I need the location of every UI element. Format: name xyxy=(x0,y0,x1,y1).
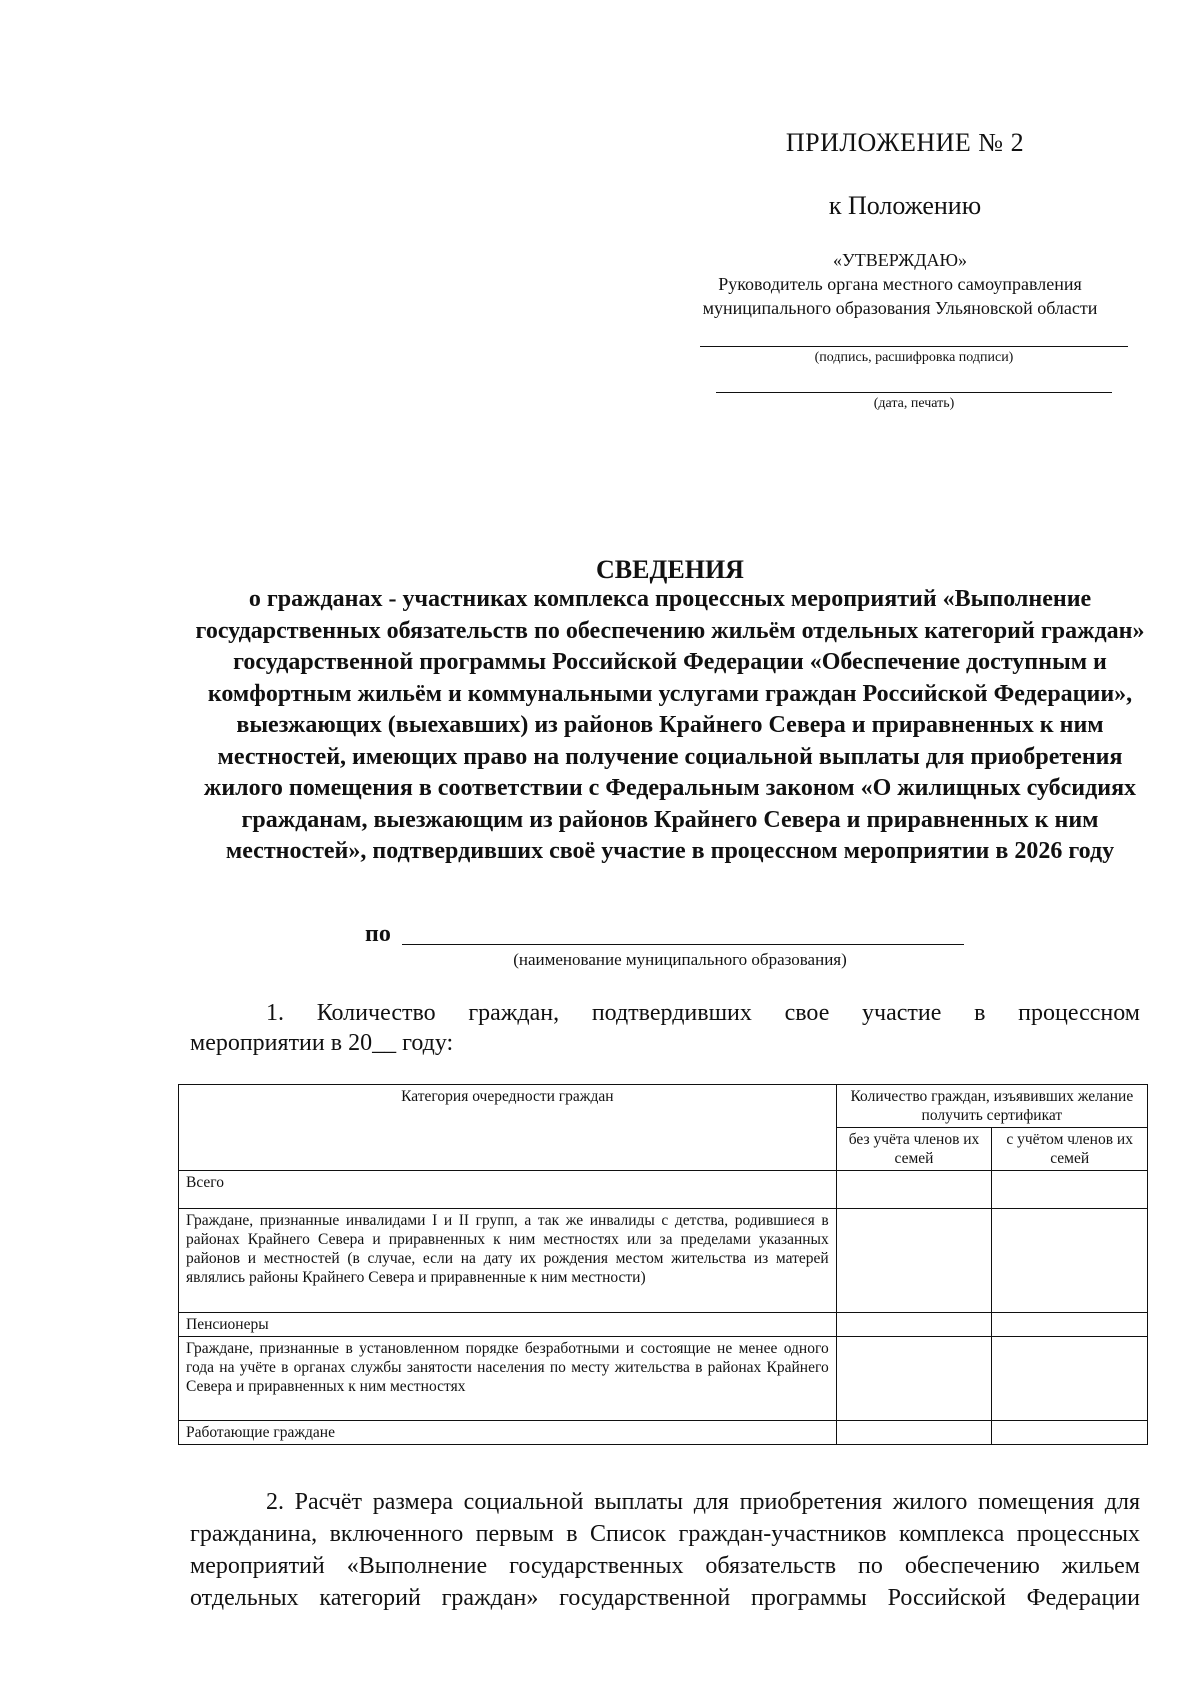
row-value-without-family[interactable] xyxy=(836,1209,992,1313)
approval-stamp-label: «УТВЕРЖДАЮ» xyxy=(832,250,968,270)
header-count: Количество граждан, изъявивших желание получить сертификат xyxy=(836,1085,1147,1128)
appendix-reference: к Положению xyxy=(828,191,982,220)
header-with-family: с учётом членов их семей xyxy=(992,1128,1148,1171)
row-value-without-family[interactable] xyxy=(836,1421,992,1445)
row-value-with-family[interactable] xyxy=(992,1209,1148,1313)
row-category-cell: Работающие граждане xyxy=(179,1421,837,1445)
paragraph-2-text: 2. Расчёт размера социальной выплаты для приобретения жилого помещения для гражданина, включенного первым в Список граждан-участников комплекса процессных мероприятий «Выполнение государственных обязательств по обеспечению жильем отдельных категорий граждан» государственной программы Российской Федерации xyxy=(190,1489,1140,1611)
row-value-without-family[interactable] xyxy=(836,1171,992,1209)
row-category-cell: Граждане, признанные инвалидами I и II групп, а так же инвалиды с детства, родившиеся в районах Крайнего Севера и приравненных к ним местностях или за пределами указанных районов и местностей (в случае, если на дату их рождения местом жительства из матерей являлись районы Крайнего Севера и приравненные к ним местности) xyxy=(179,1209,837,1313)
table-row xyxy=(179,1171,1148,1209)
approver-title-line1: Руководитель органа местного самоуправления xyxy=(718,274,1082,294)
table-row xyxy=(179,1313,1148,1337)
paragraph-1-word: Количество xyxy=(316,1000,436,1026)
table-row xyxy=(179,1209,1148,1313)
header-without-family: без учёта членов их семей xyxy=(836,1128,992,1171)
date-line xyxy=(716,392,1112,393)
paragraph-1-word: свое xyxy=(784,1000,830,1026)
approval-block xyxy=(680,248,1120,320)
row-value-with-family[interactable] xyxy=(992,1171,1148,1209)
paragraph-2 xyxy=(190,1486,1140,1614)
document-title: СВЕДЕНИЯ xyxy=(596,555,744,584)
municipality-line xyxy=(402,944,964,945)
row-value-without-family[interactable] xyxy=(836,1313,992,1337)
table-row xyxy=(179,1337,1148,1421)
paragraph-1-number: 1. xyxy=(266,1000,284,1026)
paragraph-1-line-2: мероприятии в 20__ году: xyxy=(190,1030,454,1056)
row-value-with-family[interactable] xyxy=(992,1313,1148,1337)
document-subtitle: о гражданах - участниках комплекса процессных мероприятий «Выполнение государственных обязательств по обеспечению жильём отдельных категорий граждан» государственной программы Российской Федерации «Обеспечение доступным и комфортным жильём и коммунальными услугами граждан Российской Федерации», выезжающих (выехавших) из районов Крайнего Севера и приравненных к ним местностей, имеющих право на получение социальной выплаты для приобретения жилого помещения в соответствии с Федеральным законом «О жилищных субсидиях гражданам, выезжающим из районов Крайнего Севера и приравненных к ним местностей», подтвердивших своё участие в процессном мероприятии в 2026 году xyxy=(195,586,1145,864)
paragraph-1-word: процессном xyxy=(1018,1000,1140,1026)
row-value-with-family[interactable] xyxy=(992,1421,1148,1445)
signature-line xyxy=(700,346,1128,347)
table-header-row xyxy=(179,1085,1148,1128)
row-value-with-family[interactable] xyxy=(992,1337,1148,1421)
citizens-table xyxy=(178,1084,1148,1445)
header-category: Категория очередности граждан xyxy=(179,1085,837,1171)
municipality-caption: (наименование муниципального образования) xyxy=(513,950,847,969)
row-category-cell: Пенсионеры xyxy=(179,1313,837,1337)
appendix-number: ПРИЛОЖЕНИЕ № 2 xyxy=(785,128,1025,157)
table-row xyxy=(179,1421,1148,1445)
approver-title-line2: муниципального образования Ульяновской области xyxy=(702,298,1098,318)
date-caption: (дата, печать) xyxy=(873,396,955,411)
paragraph-1-word: граждан, xyxy=(468,1000,560,1026)
paragraph-1-line-1 xyxy=(190,1000,1140,1027)
signature-caption: (подпись, расшифровка подписи) xyxy=(814,350,1014,365)
municipality-prefix: по xyxy=(365,921,391,947)
paragraph-1-word: подтвердивших xyxy=(591,1000,752,1026)
paragraph-1-word: участие xyxy=(862,1000,942,1026)
row-value-without-family[interactable] xyxy=(836,1337,992,1421)
paragraph-1-word: в xyxy=(974,1000,986,1026)
row-category-cell: Граждане, признанные в установленном порядке безработными и состоящие не менее одного года на учёте в органах службы занятости населения по месту жительства в районах Крайнего Севера и приравненных к ним местностях xyxy=(179,1337,837,1421)
row-category-cell: Всего xyxy=(179,1171,837,1209)
